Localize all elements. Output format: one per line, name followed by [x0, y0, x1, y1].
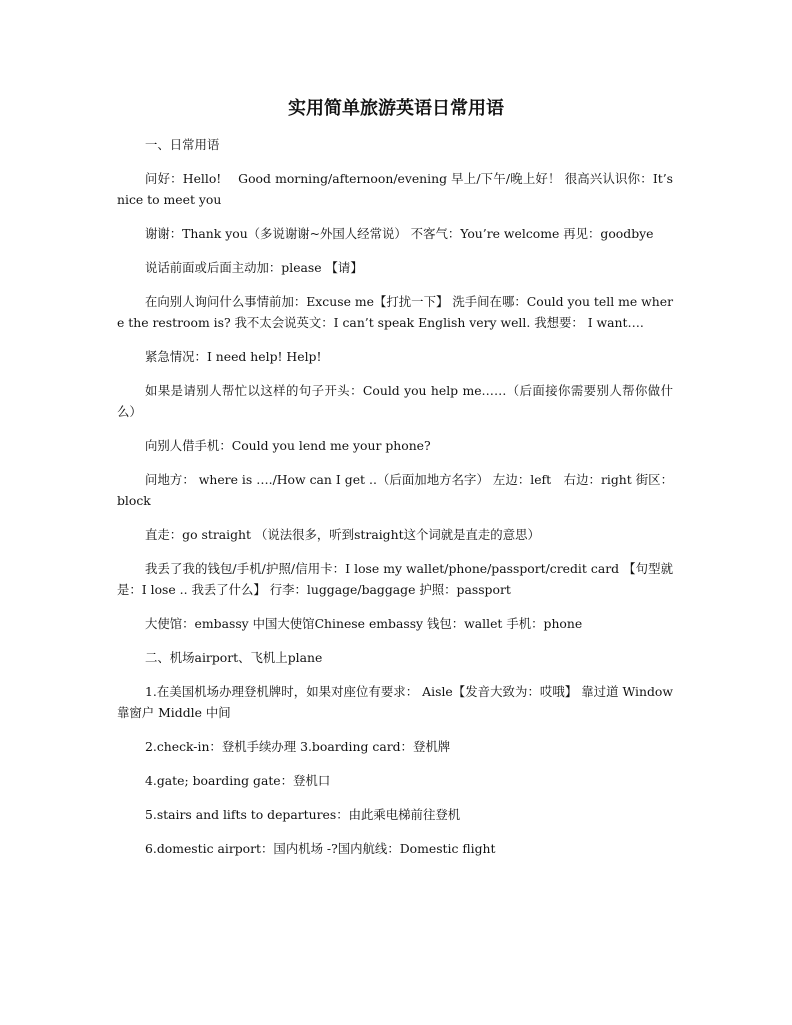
- paragraph-domestic: 6.domestic airport：国内机场 -?国内航线：Domestic flight: [145, 841, 496, 856]
- paragraph-go-straight: 直走：go straight （说法很多，听到straight这个词就是直走的意思）: [145, 527, 540, 542]
- section-heading-daily: 一、日常用语: [145, 137, 220, 152]
- paragraph-stairs-lifts: 5.stairs and lifts to departures：由此乘电梯前往登机: [145, 807, 461, 822]
- document-body: [117, 134, 673, 872]
- document-title: 实用简单旅游英语日常用语: [288, 98, 504, 119]
- paragraph-embassy: 大使馆：embassy 中国大使馆Chinese embassy 钱包：wallet 手机：phone: [145, 616, 583, 631]
- paragraph-directions: 问地方： where is …./How can I get ..（后面加地方名字） 左边：left 右边：right 街区：block: [117, 472, 673, 508]
- paragraph-ask-help: 如果是请别人帮忙以这样的句子开头：Could you help me……（后面接你需要别人帮你做什么）: [117, 383, 673, 419]
- paragraph-seat-request: 1.在美国机场办理登机牌时，如果对座位有要求： Aisle【发音大致为：哎哦】 靠过道 Window 靠窗户 Middle 中间: [117, 684, 673, 720]
- paragraph-greeting: 问好：Hello! Good morning/afternoon/evening 早上/下午/晚上好！ 很高兴认识你：It’s nice to meet you: [117, 171, 673, 207]
- paragraph-emergency: 紧急情况：I need help! Help!: [145, 349, 322, 364]
- paragraph-excuse-me: 在向别人询问什么事情前加：Excuse me【打扰一下】 洗手间在哪：Could you tell me where the restroom is? 我不太会说英文：I can’t speak English very well. 我想要： I want….: [117, 294, 673, 330]
- section-heading-airport: 二、机场airport、飞机上plane: [145, 650, 323, 665]
- paragraph-gate: 4.gate; boarding gate：登机口: [145, 773, 331, 788]
- paragraph-check-in: 2.check-in：登机手续办理 3.boarding card：登机牌: [145, 739, 451, 754]
- paragraph-thanks: 谢谢：Thank you（多说谢谢~外国人经常说） 不客气：You’re welcome 再见：goodbye: [145, 226, 654, 241]
- paragraph-lost-items: 我丢了我的钱包/手机/护照/信用卡：I lose my wallet/phone/passport/credit card 【句型就是：I lose .. 我丢了什么】 行李：luggage/baggage 护照：passport: [117, 561, 673, 597]
- paragraph-borrow-phone: 向别人借手机：Could you lend me your phone?: [145, 438, 431, 453]
- paragraph-please: 说话前面或后面主动加：please 【请】: [145, 260, 363, 275]
